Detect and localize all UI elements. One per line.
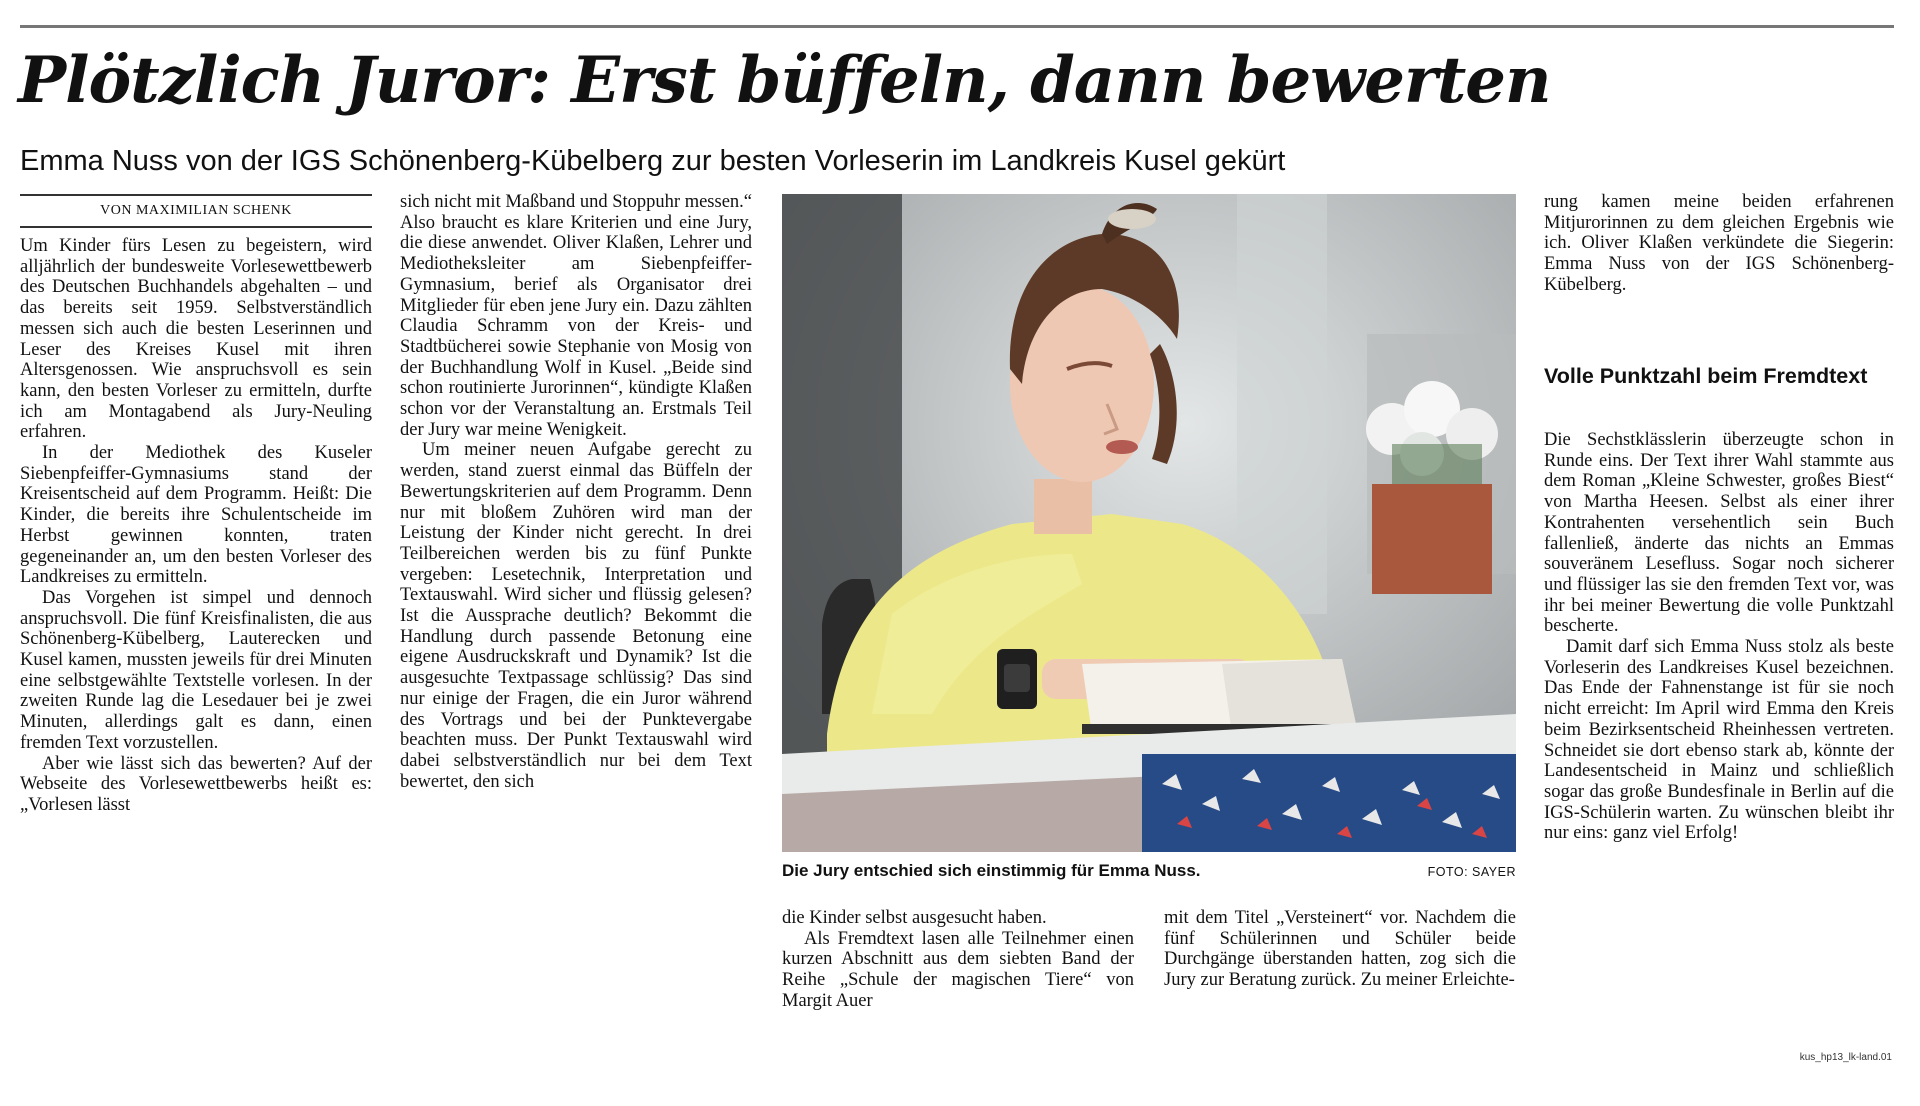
article-column-5-bottom <box>1544 430 1894 1032</box>
top-rule <box>20 25 1894 28</box>
paragraph: Als Fremdtext lasen alle Teilnehmer einen kurzen Abschnitt aus dem siebten Band der Reihe „Schule der magischen Tiere“ von Margit Auer <box>782 928 1134 1011</box>
photo-credit: FOTO: SAYER <box>1427 865 1516 879</box>
article-column-3 <box>782 908 1134 1032</box>
photo-caption-bar <box>782 860 1516 884</box>
photo-girl-reading <box>782 194 1516 852</box>
photo-caption: Die Jury entschied sich einstimmig für Emma Nuss. <box>782 861 1201 880</box>
article-column-4 <box>1164 908 1516 1032</box>
headline: Plötzlich Juror: Erst büffeln, dann bewerten <box>18 43 1551 118</box>
paragraph: Das Vorgehen ist simpel und dennoch anspruchsvoll. Die fünf Kreisfinalisten, die aus Schönenberg-Kübelberg, Lauterecken und Kusel kamen, mussten jeweils für drei Minuten eine selbstgewählte Textstelle vorlesen. In der zweiten Runde lag die Lesedauer bei je zwei Minuten, allerdings galt es dann, einen fremden Text vorzustellen. <box>20 587 372 753</box>
paragraph: rung kamen meine beiden erfahrenen Mitjurorinnen zu dem gleichen Ergebnis wie ich. Oliver Klaßen verkündete die Siegerin: Emma Nuss von der IGS Schönenberg-Kübelberg. <box>1544 192 1894 295</box>
paragraph: sich nicht mit Maßband und Stoppuhr messen.“ Also braucht es klare Kriterien und eine Jury, die diese anwendet. Oliver Klaßen, Lehrer und Mediotheksleiter am Siebenpfeiffer-Gymnasium, berief als Organisator drei Mitglieder für eben jene Jury ein. Dazu zählten Claudia Schramm von der Kreis- und Stadtbücherei sowie Stephanie von Mosig von der Buchhandlung Wolf in Kusel. „Beide sind schon routinierte Jurorinnen“, kündigte Klaßen schon vor der Veranstaltung an. Erstmals Teil der Jury war meine Wenigkeit. <box>400 192 752 440</box>
article-column-5-top <box>1544 192 1894 340</box>
paragraph: Um meiner neuen Aufgabe gerecht zu werden, stand zuerst einmal das Büffeln der Bewertungskriterien auf dem Programm. Denn nur mit bloßem Zuhören wird man der Leistung der Kinder nicht gerecht. In drei Teilbereichen werden bis zu fünf Punkte vergeben: Lesetechnik, Interpretation und Textauswahl. Wird sicher und flüssig gelesen? Ist die Aussprache deutlich? Bekommt die Handlung durch passende Betonung eine eigene Ausdruckskraft und Dynamik? Ist die ausgesuchte Textpassage schlüssig? Das sind nur einige der Fragen, die ein Juror während des Vortrags und bei der Punktevergabe beachten muss. Der Punkt Textauswahl wird dabei selbstverständlich nur bei dem Text bewertet, den sich <box>400 440 752 792</box>
paragraph: die Kinder selbst ausgesucht haben. <box>782 908 1047 928</box>
paragraph: mit dem Titel „Versteinert“ vor. Nachdem die fünf Schülerinnen und Schüler beide Durchgänge überstanden hatten, zog sich die Jury zur Beratung zurück. Zu meiner Erleichte- <box>1164 908 1516 991</box>
paragraph: Aber wie lässt sich das bewerten? Auf der Webseite des Vorlesewettbewerbs heißt es: „Vorlesen lässt <box>20 753 372 815</box>
article-photo <box>782 194 1516 852</box>
paragraph: Um Kinder fürs Lesen zu begeistern, wird alljährlich der bundesweite Vorlesewettbewerb des Deutschen Buchhandels abgehalten – und das bereits seit 1959. Selbstverständlich messen sich auch die besten Leserinnen und Leser des Kreises Kusel mit ihren Altersgenossen. Wie anspruchsvoll es sein kann, den besten Vorleser zu ermitteln, durfte ich am Montagabend als Jury-Neuling erfahren. <box>20 236 372 443</box>
byline-rule-top <box>20 194 372 196</box>
page-code: kus_hp13_lk-land.01 <box>1799 1052 1892 1063</box>
article-column-1 <box>20 236 372 1032</box>
paragraph: In der Mediothek des Kuseler Siebenpfeiffer-Gymnasiums stand der Kreisentscheid auf dem Programm. Heißt: Die Kinder, die bereits ihre Schulentscheide im Herbst gewinnen konnten, traten gegeneinander an, um den besten Vorleser des Landkreises zu ermitteln. <box>20 443 372 588</box>
byline-rule-bottom <box>20 226 372 228</box>
article-column-2 <box>400 192 752 1032</box>
paragraph: Die Sechstklässlerin überzeugte schon in Runde eins. Der Text ihrer Wahl stammte aus dem Roman „Kleine Schwester, großes Biest“ von Martha Heesen. Selbst als einer ihrer Kontrahenten versehentlich sein Buch fallenließ, änderte das nichts an Emmas souveränem Lesefluss. Sogar noch sicherer und flüssiger las sie den fremden Text vor, was ihr bei meiner Bewertung die volle Punktzahl bescherte. <box>1544 430 1894 637</box>
subheadline: Emma Nuss von der IGS Schönenberg-Kübelberg zur besten Vorleserin im Landkreis Kusel gekürt <box>20 145 1286 177</box>
byline: VON MAXIMILIAN SCHENK <box>100 203 292 218</box>
paragraph: Damit darf sich Emma Nuss stolz als beste Vorleserin des Landkreises Kusel bezeichnen. Das Ende der Fahnenstange ist für sie noch nicht erreicht: Im April wird Emma den Kreis beim Bezirksentscheid Rheinhessen vertreten. Schneidet sie dort ebenso stark ab, könnte der Landesentscheid in Mainz und schließlich sogar das große Bundesfinale in Berlin auf die IGS-Schülerin warten. Zu wünschen bleibt ihr nur eins: ganz viel Erfolg! <box>1544 637 1894 844</box>
section-subhead: Volle Punktzahl beim Fremdtext <box>1544 364 1868 388</box>
